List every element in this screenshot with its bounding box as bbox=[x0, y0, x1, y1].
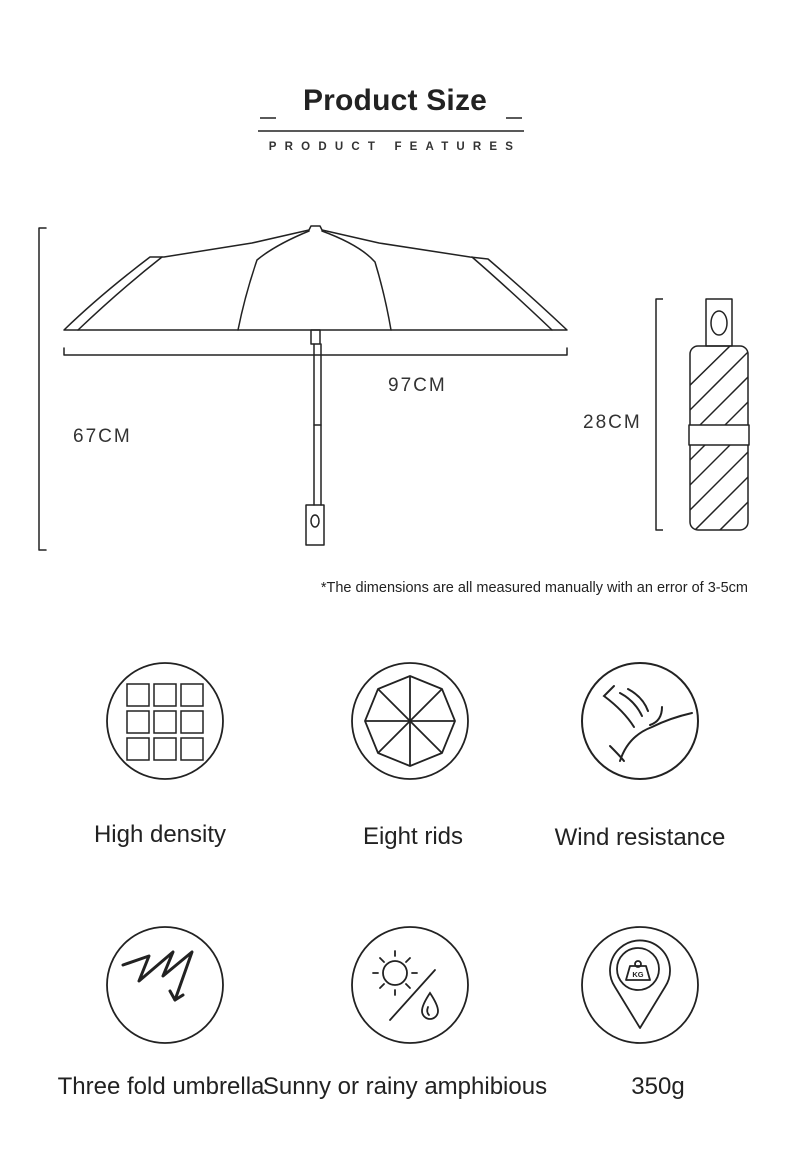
feature-label-wind-resistance: Wind resistance bbox=[554, 824, 726, 851]
weight-pin-icon bbox=[580, 925, 700, 1045]
umbrella-top-icon bbox=[350, 661, 470, 781]
feature-label-eight-rids: Eight rids bbox=[362, 823, 464, 850]
feature-label-weight: 350g bbox=[631, 1073, 685, 1100]
feature-label-sunny-rainy: Sunny or rainy amphibious bbox=[262, 1073, 548, 1100]
open-height-label: 67CM bbox=[73, 426, 132, 447]
feature-label-high-density: High density bbox=[93, 821, 227, 848]
folded-umbrella-diagram bbox=[0, 0, 790, 560]
grid-icon bbox=[105, 661, 225, 781]
feature-label-three-fold: Three fold umbrella bbox=[57, 1073, 265, 1100]
weight-badge-text: KG bbox=[632, 970, 644, 979]
open-width-label: 97CM bbox=[388, 375, 447, 396]
measurement-note: *The dimensions are all measured manually with an error of 3-5cm bbox=[320, 580, 748, 596]
zigzag-icon bbox=[105, 925, 225, 1045]
sun-rain-icon bbox=[350, 925, 470, 1045]
page-subtitle: PRODUCT FEATURES bbox=[268, 141, 522, 153]
wind-icon bbox=[580, 661, 700, 781]
folded-length-label: 28CM bbox=[583, 412, 642, 433]
page-title: Product Size bbox=[302, 84, 488, 117]
